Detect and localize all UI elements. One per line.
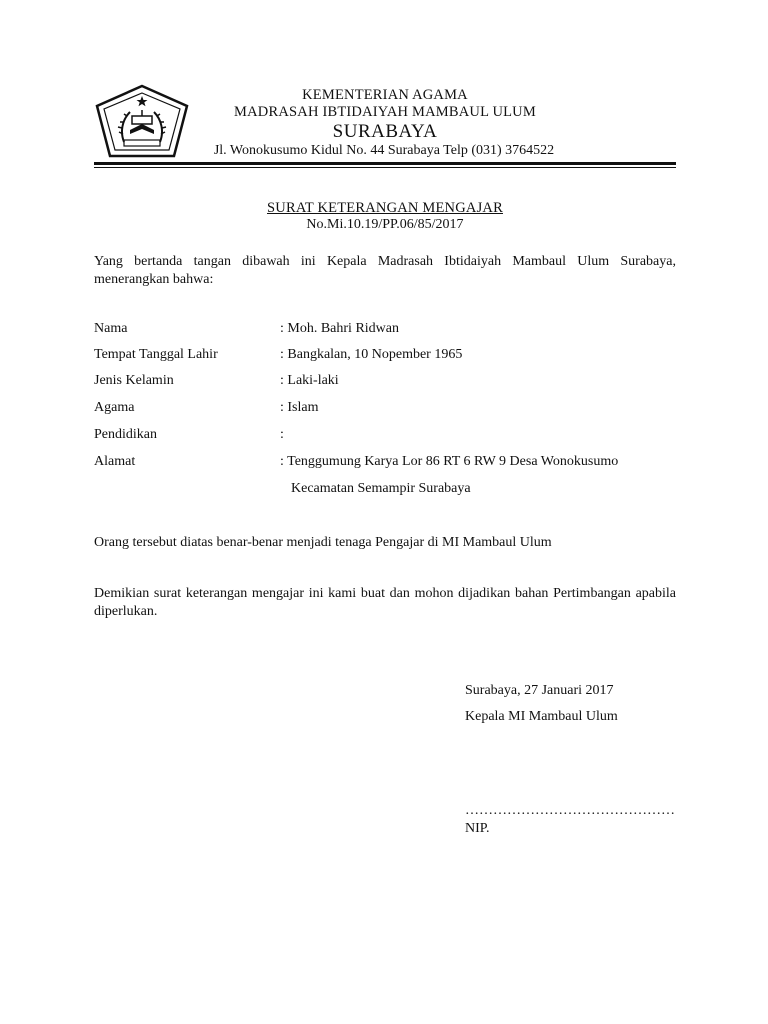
field-value: : bbox=[280, 427, 284, 442]
field-row-alamat bbox=[94, 454, 676, 474]
signature-nip: NIP. bbox=[465, 821, 490, 836]
header-divider-thick bbox=[94, 162, 676, 165]
header-divider-thin bbox=[94, 167, 676, 168]
intro-paragraph: Yang bertanda tangan dibawah ini Kepala Madrasah Ibtidaiyah Mambaul Ulum Surabaya, menerangkan bahwa: bbox=[94, 254, 676, 287]
document-number: No.Mi.10.19/PP.06/85/2017 bbox=[306, 217, 464, 232]
field-value: : Tenggumung Karya Lor 86 RT 6 RW 9 Desa Wonokusumo bbox=[280, 454, 619, 469]
school-name: MADRASAH IBTIDAIYAH MAMBAUL ULUM bbox=[234, 104, 536, 120]
city-name: SURABAYA bbox=[332, 121, 438, 142]
field-value: : Moh. Bahri Ridwan bbox=[280, 321, 399, 336]
school-address: Jl. Wonokusumo Kidul No. 44 Surabaya Telp (031) 3764522 bbox=[213, 143, 555, 158]
field-label: Tempat Tanggal Lahir bbox=[94, 347, 218, 362]
field-value: : Bangkalan, 10 Nopember 1965 bbox=[280, 347, 463, 362]
field-row-ttl bbox=[94, 347, 676, 367]
field-label: Jenis Kelamin bbox=[94, 373, 174, 388]
signature-role: Kepala MI Mambaul Ulum bbox=[465, 709, 618, 724]
field-label: Nama bbox=[94, 321, 128, 336]
field-label: Pendidikan bbox=[94, 427, 157, 442]
field-value: : Laki-laki bbox=[280, 373, 339, 388]
document-title: SURAT KETERANGAN MENGAJAR bbox=[267, 200, 503, 216]
field-row-nama bbox=[94, 321, 676, 341]
field-label: Agama bbox=[94, 400, 135, 415]
closing-paragraph: Demikian surat keterangan mengajar ini kami buat dan mohon dijadikan bahan Pertimbangan apabila diperlukan. bbox=[94, 586, 676, 619]
signature-line: ……………………………………… bbox=[465, 803, 675, 818]
field-row-jenis-kelamin bbox=[94, 373, 676, 393]
field-value: : Islam bbox=[280, 400, 319, 415]
ministry-name: KEMENTERIAN AGAMA bbox=[302, 87, 468, 103]
field-row-pendidikan bbox=[94, 427, 676, 447]
field-label: Alamat bbox=[94, 454, 136, 469]
kemenag-emblem-icon bbox=[94, 84, 190, 158]
signature-place-date: Surabaya, 27 Januari 2017 bbox=[465, 683, 614, 698]
field-value-alamat-line2: Kecamatan Semampir Surabaya bbox=[291, 481, 471, 496]
field-row-agama bbox=[94, 400, 676, 420]
statement-paragraph: Orang tersebut diatas benar-benar menjadi tenaga Pengajar di MI Mambaul Ulum bbox=[94, 535, 552, 550]
